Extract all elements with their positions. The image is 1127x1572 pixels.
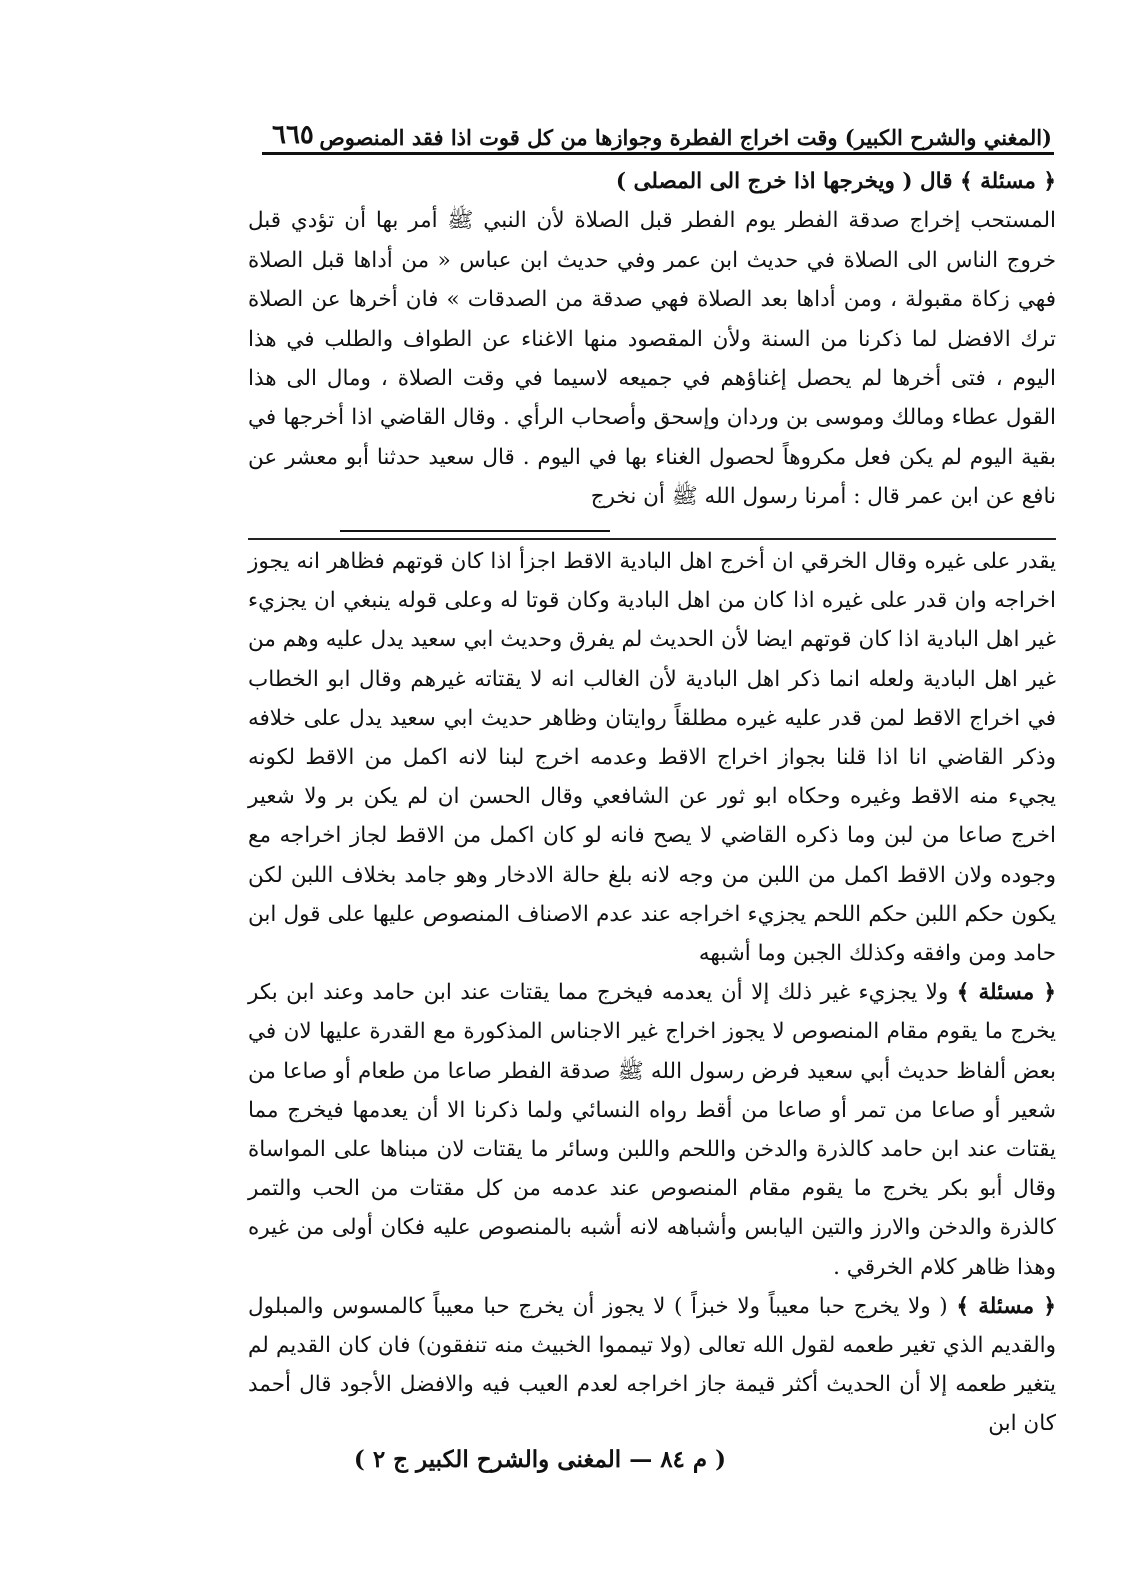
page-number: ٦٦٥: [272, 120, 314, 150]
section-separator: [248, 538, 1056, 540]
header-title: (المغني والشرح الكبير) وقت اخراج الفطرة وجوازها من كل قوت اذا فقد المنصوص: [319, 125, 1052, 150]
header-rule: [262, 152, 1054, 155]
running-header: [262, 106, 1052, 150]
question-2-text: ولا يجزيء غير ذلك إلا أن يعدمه فيخرج مما يقتات عند ابن حامد وعند ابن بكر يخرج ما يقوم مقام المنصوص لا يجوز اخراج غير الاجناس المذكورة مع القدرة عليها لان في بعض ألفاظ حديث أبي سعيد فرض رسول الله ﷺ صدقة الفطر صاعا من طعام أو صاعا من شعير أو صاعا من تمر أو صاعا من أقط رواه النسائي ولما ذكرنا الا أن يعدمها فيخرج مما يقتات عند ابن حامد كالذرة والدخن واللحم واللبن وسائر ما يقتات لان مبناها على المواساة وقال أبو بكر يخرج ما يقوم مقام المنصوص عند عدمه من كل مقتات من الحب والتمر كالذرة والدخن والارز والتين اليابس وأشباهه لانه أشبه بالمنصوص عليه فكان أولى من غيره وهذا ظاهر كلام الخرقي .: [248, 980, 1056, 1280]
question-heading: ﴿ مسئلة ﴾ قال ( ويخرجها اذا خرج الى المصلى ): [615, 169, 1056, 194]
question-2-heading: ﴿ مسئلة ﴾: [956, 980, 1057, 1006]
bottom-section: [248, 542, 1056, 1444]
top-section: [248, 162, 1056, 517]
footer-signature: ( م ٨٤ — المغنى والشرح الكبير ج ٢ ): [353, 1446, 727, 1473]
underline-rule: [340, 530, 610, 532]
top-paragraph: المستحب إخراج صدقة الفطر يوم الفطر قبل الصلاة لأن النبي ﷺ أمر بها أن تؤدي قبل خروج الناس الى الصلاة في حديث ابن عمر وفي حديث ابن عباس « من أداها قبل الصلاة فهي زكاة مقبولة ، ومن أداها بعد الصلاة فهي صدقة من الصدقات » فان أخرها عن الصلاة ترك الافضل لما ذكرنا من السنة ولأن المقصود منها الاغناء عن الطواف والطلب في هذا اليوم ، فتى أخرها لم يحصل إغناؤهم في جميعه لاسيما في وقت الصلاة ، ومال الى هذا القول عطاء ومالك وموسى بن وردان وإسحق وأصحاب الرأي . وقال القاضي اذا أخرجها في بقية اليوم لم يكن فعل مكروهاً لحصول الغناء بها في اليوم . قال سعيد حدثنا أبو معشر عن نافع عن ابن عمر قال : أمرنا رسول الله ﷺ أن نخرج: [248, 208, 1056, 510]
bottom-paragraph-2: [248, 973, 1056, 1287]
question-3-heading: ﴿ مسئلة ﴾: [956, 1293, 1056, 1319]
bottom-paragraph-1: يقدر على غيره وقال الخرقي ان أخرج اهل البادية الاقط اجزأ اذا كان قوتهم فظاهر انه يجوز اخراجه وان قدر على غيره اذا كان من اهل البادية وكان قوتا له وعلى قوله ينبغي ان يجزيء غير اهل البادية اذا كان قوتهم ايضا لأن الحديث لم يفرق وحديث ابي سعيد يدل عليه وهم من غير اهل البادية ولعله انما ذكر اهل البادية لأن الغالب انه لا يقتاته غيرهم وقال ابو الخطاب في اخراج الاقط لمن قدر عليه غيره مطلقاً روايتان وظاهر حديث ابي سعيد يدل على خلافه وذكر القاضي انا اذا قلنا بجواز اخراج الاقط وعدمه اخرج لبنا لانه اكمل من الاقط لكونه يجيء منه الاقط وغيره وحكاه ابو ثور عن الشافعي وقال الحسن ان لم يكن بر ولا شعير اخرج صاعا من لبن وما ذكره القاضي لا يصح فانه لو كان اكمل من الاقط لجاز اخراجه مع وجوده ولان الاقط اكمل من اللبن من وجه لانه بلغ حالة الادخار وهو جامد بخلاف اللبن لكن يكون حكم اللبن حكم اللحم يجزيء اخراجه عند عدم الاصناف المنصوص عليها على قول ابن حامد ومن وافقه وكذلك الجبن وما أشبهه: [248, 549, 1056, 967]
bottom-paragraph-3: [248, 1287, 1056, 1444]
question-3-text: ( ولا يخرج حبا معيباً ولا خبزاً ) لا يجوز أن يخرج حبا معيباً كالمسوس والمبلول والقديم الذي تغير طعمه لقول الله تعالى (ولا تيمموا الخبيث منه تنفقون) فان كان القديم لم يتغير طعمه إلا أن الحديث أكثر قيمة جاز اخراجه لعدم العيب فيه والافضل الأجود قال أحمد كان ابن: [248, 1293, 1056, 1437]
